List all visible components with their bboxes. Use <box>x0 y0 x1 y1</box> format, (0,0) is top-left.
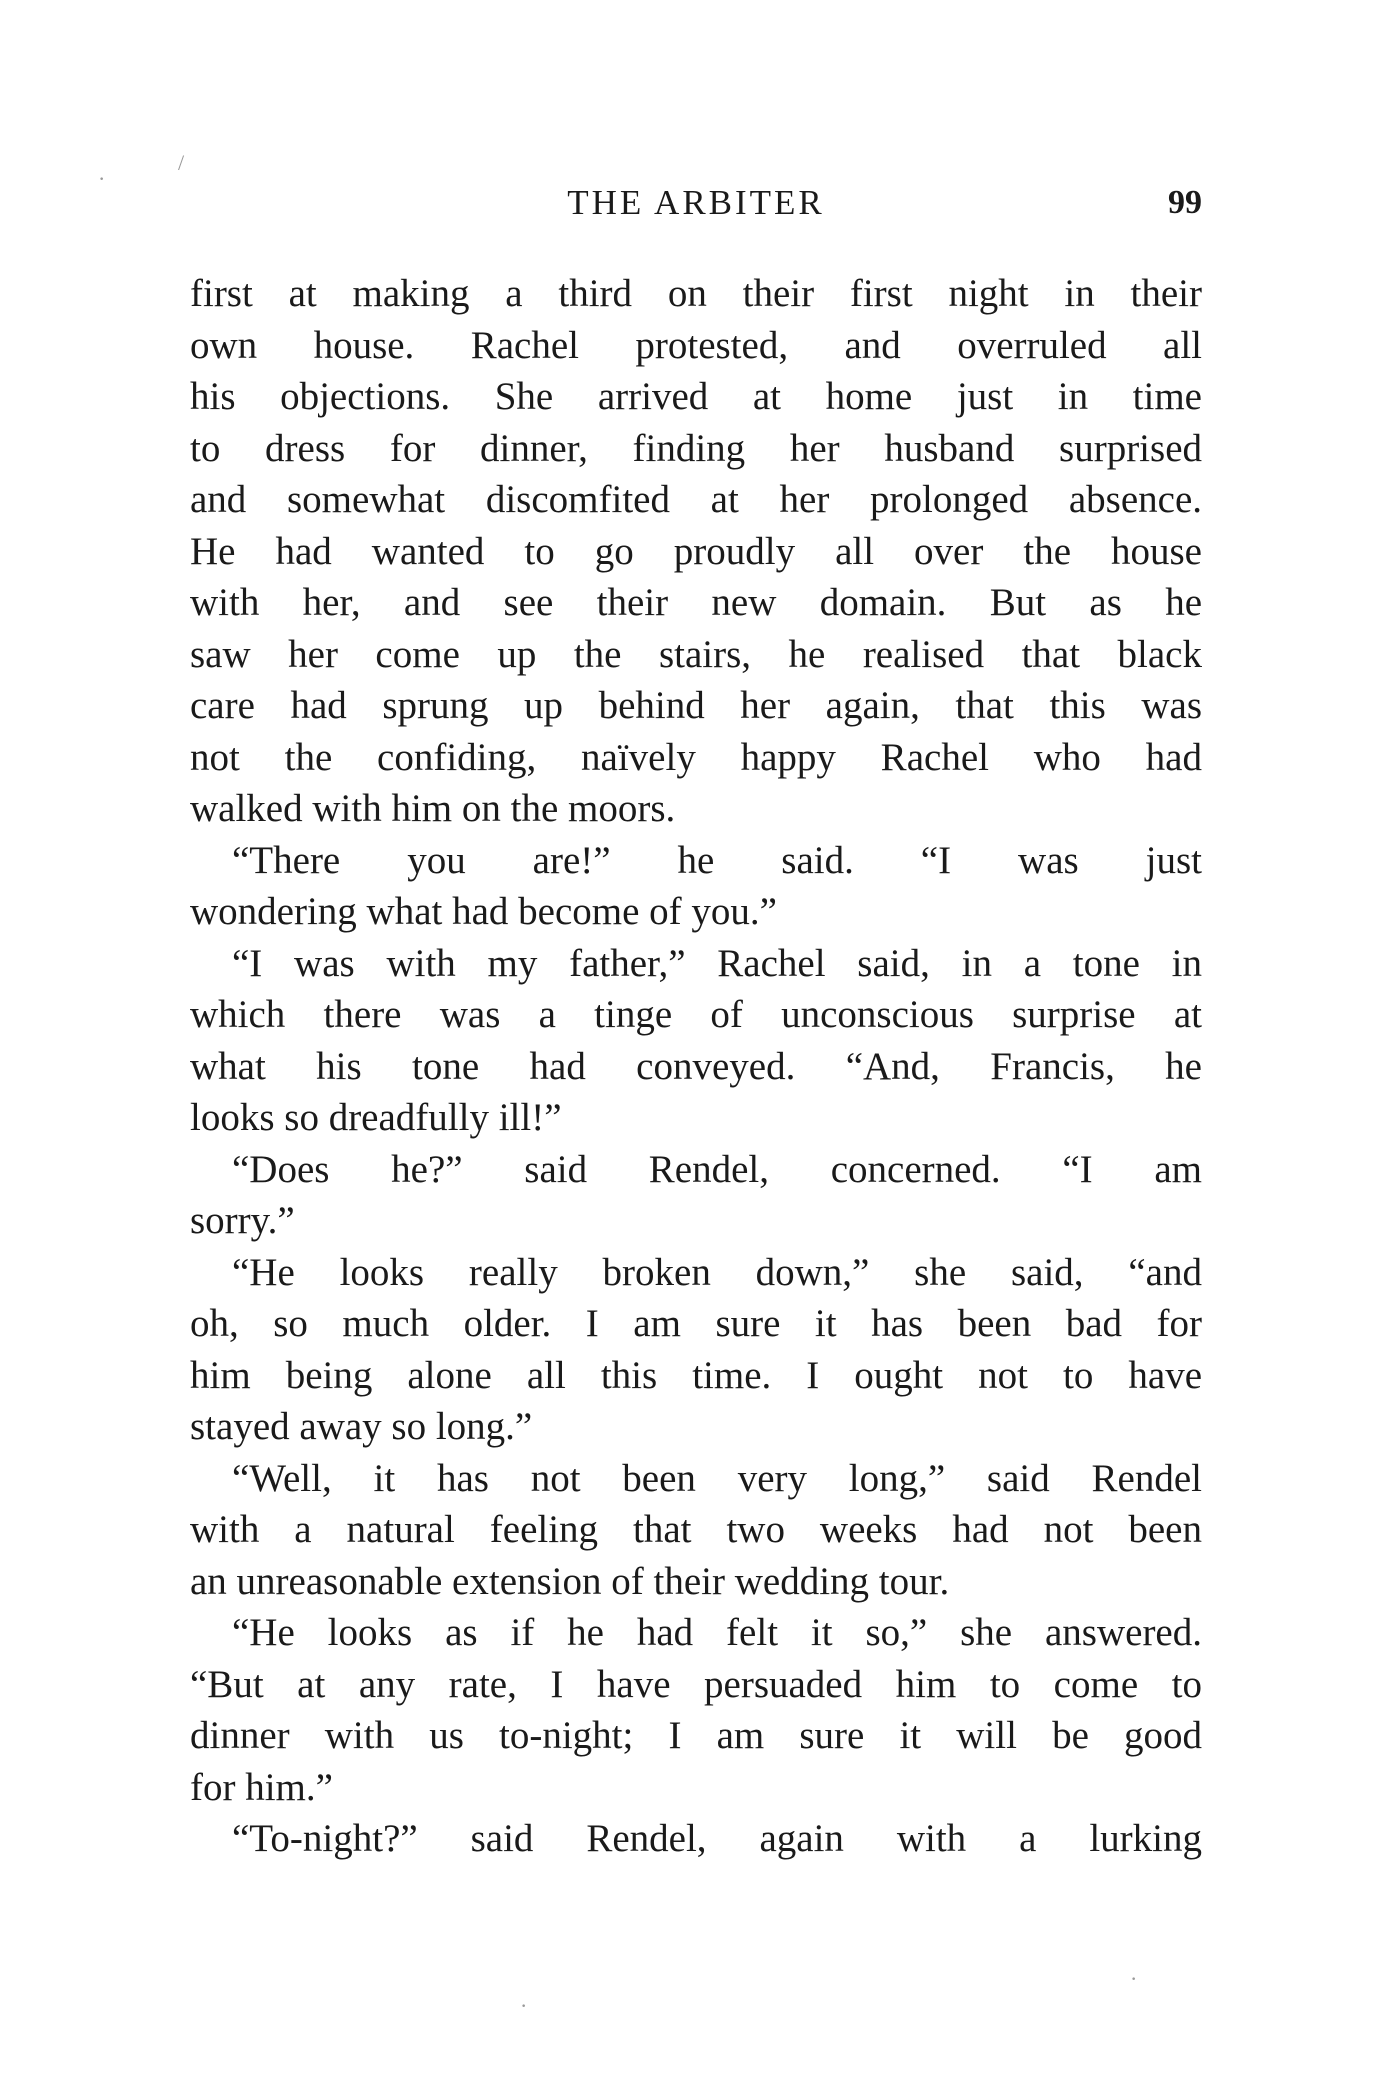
text-line: with her, and see their new domain. But as he <box>190 581 1202 624</box>
text-line: with a natural feeling that two weeks had not been <box>190 1508 1202 1551</box>
body-text <box>190 268 1202 1865</box>
text-line: “But at any rate, I have persuaded him to come to <box>190 1662 1202 1706</box>
text-line: “He looks as if he had felt it so,” she answered. <box>232 1611 1202 1654</box>
text-line: “Well, it has not been very long,” said Rendel <box>232 1456 1202 1500</box>
text-line: saw her come up the stairs, he realised that black <box>190 632 1202 676</box>
text-line: “I was with my father,” Rachel said, in a tone in <box>232 941 1202 985</box>
text-line: wondering what had become of you.” <box>190 890 777 933</box>
text-line: He had wanted to go proudly all over the house <box>190 529 1202 573</box>
text-line: and somewhat discomfited at her prolonged absence. <box>190 478 1202 521</box>
text-line: stayed away so long.” <box>190 1405 533 1448</box>
text-line: “To-night?” said Rendel, again with a lurking <box>232 1817 1202 1860</box>
text-line: first at making a third on their first night in their <box>190 272 1202 315</box>
text-line: looks so dreadfully ill!” <box>190 1096 562 1139</box>
text-line: dinner with us to-night; I am sure it will be good <box>190 1714 1202 1757</box>
text-line: his objections. She arrived at home just in time <box>190 375 1202 418</box>
text-line: to dress for dinner, finding her husband surprised <box>190 426 1202 470</box>
page-number: 99 <box>1168 184 1202 221</box>
text-line: walked with him on the moors. <box>190 787 676 830</box>
text-line: not the confiding, naïvely happy Rachel who had <box>190 735 1202 779</box>
text-line: what his tone had conveyed. “And, Francis, he <box>190 1044 1202 1088</box>
speck-mark-bottom: · <box>520 1993 528 2018</box>
speck-mark-bottom-right: · <box>1130 1966 1138 1991</box>
text-line: for him.” <box>190 1765 333 1809</box>
text-line: oh, so much older. I am sure it has been bad for <box>190 1302 1202 1345</box>
text-line: him being alone all this time. I ought not to have <box>190 1353 1202 1397</box>
text-line: “Does he?” said Rendel, concerned. “I am <box>232 1147 1202 1191</box>
text-line: “He looks really broken down,” she said, “and <box>232 1250 1202 1294</box>
running-title: THE ARBITER <box>567 183 825 222</box>
text-line: “There you are!” he said. “I was just <box>232 838 1202 882</box>
text-line: which there was a tinge of unconscious surprise at <box>190 993 1202 1036</box>
text-line: own house. Rachel protested, and overruled all <box>190 323 1202 367</box>
text-line: sorry.” <box>190 1199 295 1242</box>
pencil-mark-top: / <box>178 150 185 175</box>
text-line: care had sprung up behind her again, that this was <box>190 684 1202 727</box>
speck-mark-top: · <box>98 166 106 191</box>
text-line: an unreasonable extension of their wedding tour. <box>190 1559 950 1603</box>
running-header <box>190 178 1202 228</box>
